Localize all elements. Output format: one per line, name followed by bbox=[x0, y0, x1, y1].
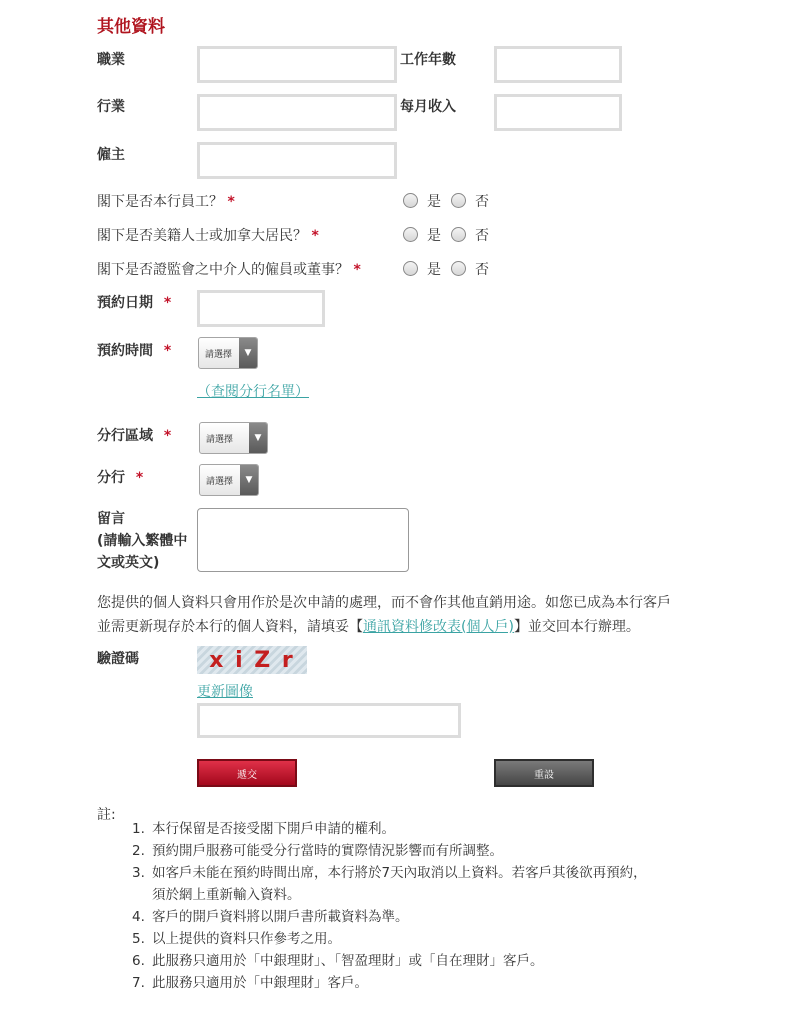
required-mark: * bbox=[311, 228, 319, 244]
required-mark: * bbox=[227, 194, 235, 210]
sfc-yes-radio[interactable] bbox=[403, 261, 418, 276]
note-number: 3. bbox=[132, 865, 145, 881]
sfc-no-radio[interactable] bbox=[451, 261, 466, 276]
staff-yes-radio[interactable] bbox=[403, 193, 418, 208]
branch-label bbox=[97, 467, 143, 487]
note-text: 以上提供的資料只作參考之用。 bbox=[152, 931, 341, 947]
branch-text: 分行 bbox=[97, 470, 125, 486]
us-canada-yes-label: 是 bbox=[427, 228, 441, 244]
list-item bbox=[132, 950, 732, 972]
appointment-date-input[interactable] bbox=[197, 290, 325, 327]
monthly-income-label: 每月收入 bbox=[400, 99, 456, 115]
chevron-down-icon: ▼ bbox=[240, 465, 258, 495]
sfc-no-label: 否 bbox=[475, 262, 489, 278]
branch-region-label bbox=[97, 425, 171, 445]
note-text: 如客戶未能在預約時間出席，本行將於7天內取消以上資料。若客戶其後欲再預約， bbox=[152, 865, 647, 881]
employer-label: 僱主 bbox=[97, 147, 125, 163]
list-item bbox=[132, 840, 732, 862]
list-item bbox=[132, 862, 732, 884]
appointment-date-text: 預約日期 bbox=[97, 295, 153, 311]
note-text: 此服務只適用於「中銀理財」、「智盈理財」或「自在理財」客戶。 bbox=[152, 953, 544, 969]
list-item bbox=[132, 972, 732, 994]
question-staff-text: 閣下是否本行員工？ bbox=[97, 194, 223, 210]
message-label-line1: 留言 bbox=[97, 511, 125, 527]
reset-button[interactable]: 重設 bbox=[494, 759, 594, 787]
note-text: 此服務只適用於「中銀理財」客戶。 bbox=[152, 975, 368, 991]
section-title: 其他資料 bbox=[97, 17, 165, 37]
occupation-input[interactable] bbox=[197, 46, 397, 83]
note-text: 預約開戶服務可能受分行當時的實際情況影響而有所調整。 bbox=[152, 843, 503, 859]
list-item bbox=[132, 818, 732, 840]
occupation-label: 職業 bbox=[97, 52, 125, 68]
sfc-yes-label: 是 bbox=[427, 262, 441, 278]
note-number: 1. bbox=[132, 821, 145, 837]
chevron-down-icon: ▼ bbox=[239, 338, 257, 368]
question-sfc-text: 閣下是否證監會之中介人的僱員或董事？ bbox=[97, 262, 349, 278]
required-mark: * bbox=[135, 470, 144, 486]
message-label-line2: (請輸入繁體中 bbox=[97, 533, 188, 549]
notes-list bbox=[132, 818, 732, 994]
required-mark: * bbox=[163, 343, 172, 359]
branch-select-value: 請選擇 bbox=[206, 476, 234, 487]
captcha-image bbox=[197, 646, 307, 674]
note-text: 本行保留是否接受閣下開戶申請的權利。 bbox=[152, 821, 395, 837]
appointment-time-select[interactable] bbox=[198, 337, 258, 369]
message-textarea[interactable] bbox=[197, 508, 409, 572]
privacy-notice bbox=[97, 591, 737, 639]
required-mark: * bbox=[353, 262, 361, 278]
us-canada-yes-radio[interactable] bbox=[403, 227, 418, 242]
submit-button[interactable]: 遞交 bbox=[197, 759, 297, 787]
appointment-time-select-value: 請選擇 bbox=[205, 349, 233, 360]
captcha-text: x i Z r bbox=[209, 647, 295, 673]
branch-list-link[interactable]: （查閱分行名單） bbox=[197, 384, 309, 400]
required-mark: * bbox=[163, 295, 172, 311]
privacy-line1: 您提供的個人資料只會用作於是次申請的處理，而不會作其他直銷用途。如您已成為本行客戶 bbox=[97, 595, 671, 611]
us-canada-no-label: 否 bbox=[475, 228, 489, 244]
notes-label: 註: bbox=[97, 807, 116, 823]
note-text: 客戶的開戶資料將以開戶書所載資料為準。 bbox=[152, 909, 409, 925]
note-number: 7. bbox=[132, 975, 145, 991]
question-staff bbox=[97, 191, 235, 211]
appointment-time-label bbox=[97, 340, 171, 360]
chevron-down-icon: ▼ bbox=[249, 423, 267, 453]
note-number: 5. bbox=[132, 931, 145, 947]
appointment-date-label bbox=[97, 292, 171, 312]
list-item bbox=[132, 884, 732, 906]
captcha-label: 驗證碼 bbox=[97, 651, 139, 667]
list-item bbox=[132, 928, 732, 950]
refresh-captcha-link[interactable]: 更新圖像 bbox=[197, 684, 253, 700]
note-number bbox=[132, 884, 152, 906]
captcha-input[interactable] bbox=[197, 703, 461, 738]
years-working-label: 工作年數 bbox=[400, 52, 456, 68]
list-item bbox=[132, 906, 732, 928]
branch-region-select[interactable] bbox=[199, 422, 268, 454]
staff-no-radio[interactable] bbox=[451, 193, 466, 208]
question-sfc bbox=[97, 259, 361, 279]
privacy-line2-suffix: 】並交回本行辦理。 bbox=[513, 619, 640, 635]
industry-label: 行業 bbox=[97, 99, 125, 115]
branch-select[interactable] bbox=[199, 464, 259, 496]
note-number: 2. bbox=[132, 843, 145, 859]
years-working-input[interactable] bbox=[494, 46, 622, 83]
staff-yes-label: 是 bbox=[427, 194, 441, 210]
industry-input[interactable] bbox=[197, 94, 397, 131]
branch-region-select-value: 請選擇 bbox=[206, 434, 234, 445]
question-us-canada bbox=[97, 225, 319, 245]
required-mark: * bbox=[163, 428, 172, 444]
question-us-canada-text: 閣下是否美籍人士或加拿大居民？ bbox=[97, 228, 307, 244]
note-number: 4. bbox=[132, 909, 145, 925]
message-label-line3: 文或英文) bbox=[97, 555, 160, 571]
employer-input[interactable] bbox=[197, 142, 397, 179]
staff-no-label: 否 bbox=[475, 194, 489, 210]
note-text: 須於網上重新輸入資料。 bbox=[152, 887, 301, 903]
appointment-time-text: 預約時間 bbox=[97, 343, 153, 359]
privacy-line2 bbox=[97, 615, 737, 639]
us-canada-no-radio[interactable] bbox=[451, 227, 466, 242]
note-number: 6. bbox=[132, 953, 145, 969]
privacy-line2-prefix: 並需更新現存於本行的個人資料，請填妥【 bbox=[97, 619, 363, 635]
contact-update-form-link[interactable]: 通訊資料修改表(個人戶) bbox=[363, 619, 514, 635]
message-label bbox=[97, 508, 187, 574]
branch-region-text: 分行區域 bbox=[97, 428, 153, 444]
monthly-income-input[interactable] bbox=[494, 94, 622, 131]
